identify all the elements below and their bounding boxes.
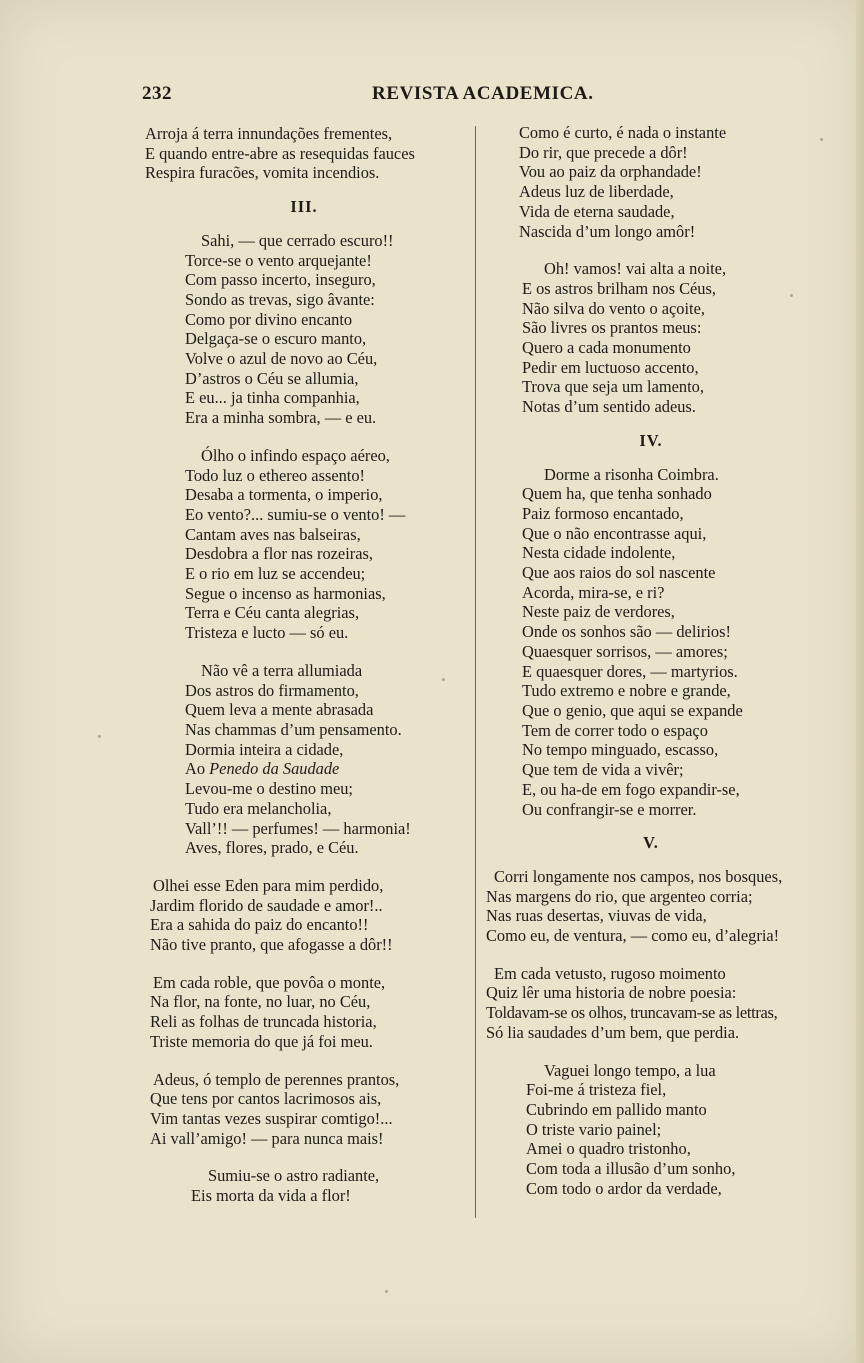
- verse-line: Reli as folhas de truncada historia,: [150, 1012, 377, 1032]
- verse-line: E, ou ha-de em fogo expandir-se,: [522, 779, 740, 799]
- verse-line: Oh! vamos! vai alta a noite,: [544, 259, 727, 279]
- verse-line: Torce-se o vento arquejante!: [185, 250, 372, 270]
- verse-line: Ai vall’amigo! — para nunca mais!: [150, 1128, 384, 1148]
- verse-line: Onde os sonhos são — delirios!: [522, 622, 731, 642]
- verse-line: Adeus, ó templo de perennes prantos,: [153, 1069, 400, 1089]
- page-header: [0, 83, 864, 107]
- verse-line: Acorda, mira-se, e ri?: [522, 582, 665, 602]
- verse-line: Tem de correr todo o espaço: [522, 720, 708, 740]
- verse-line: Só lia saudades d’um bem, que perdia.: [486, 1022, 740, 1042]
- verse-line: Era a sahida do paiz do encanto!!: [150, 915, 369, 935]
- verse-line: Em cada roble, que povôa o monte,: [153, 972, 386, 992]
- verse-line: Cantam aves nas balseiras,: [185, 524, 361, 544]
- verse-line: Tudo extremo e nobre e grande,: [522, 681, 731, 701]
- verse-line: Que aos raios do sol nascente: [522, 563, 716, 583]
- verse-line: Em cada vetusto, rugoso moimento: [494, 963, 726, 983]
- verse-line: E quando entre-abre as resequidas fauces: [145, 143, 415, 163]
- verse-line: Nesta cidade indolente,: [522, 543, 676, 563]
- verse-line: Que o genio, que aqui se expande: [522, 700, 743, 720]
- verse-line: Amei o quadro tristonho,: [526, 1139, 691, 1159]
- column-divider: [475, 126, 476, 1218]
- left-column: [145, 124, 463, 1206]
- verse-line: Corri longamente nos campos, nos bosques,: [494, 866, 783, 886]
- verse-line: Na flor, na fonte, no luar, no Céu,: [150, 992, 371, 1012]
- stanza-left-6: [145, 973, 463, 1052]
- verse-line: Que o não encontrasse aqui,: [522, 523, 707, 543]
- stanza-right-1: [486, 123, 816, 241]
- section-heading-v: V.: [643, 833, 659, 853]
- verse-line: Que tens por cantos lacrimosos ais,: [150, 1089, 382, 1109]
- verse-line: Sahi, — que cerrado escuro!!: [201, 230, 394, 250]
- verse-line: Como é curto, é nada o instante: [519, 123, 727, 142]
- verse-line: Nas ruas desertas, viuvas de vida,: [486, 906, 707, 926]
- paper-speck: [820, 138, 823, 141]
- verse-line: Vou ao paiz da orphandade!: [519, 162, 702, 182]
- verse-line: Não silva do vento o açoite,: [522, 298, 705, 318]
- verse-line: Não vê a terra allumiada: [201, 660, 363, 680]
- stanza-left-3: [145, 446, 463, 643]
- verse-line: [145, 759, 463, 779]
- verse-line: Como por divino encanto: [185, 309, 353, 329]
- verse-line: Do rir, que precede a dôr!: [519, 142, 688, 162]
- verse-line: Quero a cada monumento: [522, 338, 691, 358]
- paper-speck: [98, 735, 101, 738]
- verse-line: Toldavam-se os olhos, truncavam-se as lettras,: [486, 1003, 778, 1023]
- running-title: REVISTA ACADEMICA.: [372, 83, 594, 104]
- verse-line: Jardim florido de saudade e amor!..: [150, 895, 383, 915]
- verse-line: Pedir em luctuoso accento,: [522, 357, 699, 377]
- verse-line: Eis morta da vida a flor!: [191, 1186, 351, 1206]
- stanza-left-7: [145, 1070, 463, 1149]
- verse-line: Era a minha sombra, — e eu.: [185, 408, 377, 428]
- verse-line: Arroja á terra innundações frementes,: [145, 124, 393, 143]
- verse-line: Tudo era melancholia,: [185, 798, 332, 818]
- verse-line: O triste vario painel;: [526, 1119, 662, 1139]
- verse-line: Eo vento?... sumiu-se o vento! —: [185, 504, 406, 524]
- verse-line: Aves, flores, prado, e Céu.: [185, 838, 359, 858]
- verse-line: Cubrindo em pallido manto: [526, 1099, 707, 1119]
- section-heading-iv: IV.: [639, 430, 663, 450]
- verse-line: Dos astros do firmamento,: [185, 680, 359, 700]
- verse-line: Vim tantas vezes suspirar comtigo!...: [150, 1108, 393, 1128]
- verse-line: Vaguei longo tempo, a lua: [544, 1060, 716, 1080]
- verse-line: Respira furacões, vomita incendios.: [145, 163, 380, 183]
- verse-line: Olhei esse Eden para mim perdido,: [153, 875, 384, 895]
- place-name-italic: Penedo da Saudade: [209, 759, 340, 779]
- section-heading-iii: III.: [290, 197, 318, 217]
- right-column: [486, 123, 816, 1198]
- verse-line: Paiz formoso encantado,: [522, 503, 684, 523]
- verse-line: Volve o azul de novo ao Céu,: [185, 349, 378, 369]
- stanza-left-2: [145, 231, 463, 428]
- verse-line: Dormia inteira a cidade,: [185, 739, 344, 759]
- verse-line: São livres os prantos meus:: [522, 318, 702, 338]
- verse-line: Terra e Céu canta alegrias,: [185, 603, 360, 623]
- verse-line: Foi-me á tristeza fiel,: [526, 1080, 667, 1100]
- stanza-left-5: [145, 876, 463, 955]
- paper-speck: [385, 1290, 388, 1293]
- verse-line: Delgaça-se o escuro manto,: [185, 329, 367, 349]
- verse-line: Segue o incenso as harmonias,: [185, 583, 386, 603]
- verse-line: Que tem de vida a vivêr;: [522, 760, 684, 780]
- paper-speck: [442, 678, 445, 681]
- verse-line: E eu... ja tinha companhia,: [185, 388, 360, 408]
- paper-speck: [790, 294, 793, 297]
- verse-line: Como eu, de ventura, — como eu, d’alegria!: [486, 926, 780, 946]
- verse-line: E os astros brilham nos Céus,: [522, 278, 716, 298]
- stanza-left-4: [145, 661, 463, 858]
- verse-line: Desdobra a flor nas rozeiras,: [185, 544, 373, 564]
- verse-line: Quem leva a mente abrasada: [185, 700, 374, 720]
- verse-line: Levou-me o destino meu;: [185, 779, 353, 799]
- verse-line: Quem ha, que tenha sonhado: [522, 484, 712, 504]
- verse-line: Ou confrangir-se e morrer.: [522, 799, 697, 819]
- verse-line: Com passo incerto, inseguro,: [185, 270, 376, 290]
- verse-line: Desaba a tormenta, o imperio,: [185, 485, 383, 505]
- verse-line: Sondo as trevas, sigo âvante:: [185, 289, 375, 309]
- verse-line: Nas margens do rio, que argenteo corria;: [486, 886, 753, 906]
- verse-line: Ólho o infindo espaço aéreo,: [201, 445, 390, 465]
- stanza-right-5: [486, 964, 816, 1043]
- verse-line: Nas chammas d’um pensamento.: [185, 719, 402, 739]
- verse-line: D’astros o Céu se allumia,: [185, 368, 359, 388]
- verse-line: Com todo o ardor da verdade,: [526, 1178, 722, 1198]
- verse-line: Quiz lêr uma historia de nobre poesia:: [486, 983, 737, 1003]
- stanza-left-1: [145, 124, 463, 183]
- verse-line: Triste memoria do que já foi meu.: [150, 1031, 373, 1051]
- stanza-right-6: [486, 1061, 816, 1199]
- page-edge: [856, 0, 864, 1363]
- verse-line: Trova que seja um lamento,: [522, 377, 704, 397]
- stanza-right-3: [486, 465, 816, 820]
- verse-text: Ao: [185, 759, 206, 779]
- verse-line: E o rio em luz se accendeu;: [185, 564, 366, 584]
- verse-line: Neste paiz de verdores,: [522, 602, 675, 622]
- verse-line: E quaesquer dores, — martyrios.: [522, 661, 738, 681]
- verse-line: Notas d’um sentido adeus.: [522, 397, 696, 417]
- stanza-left-8: [145, 1166, 463, 1205]
- verse-line: Dorme a risonha Coimbra.: [544, 464, 719, 484]
- verse-line: Adeus luz de liberdade,: [519, 182, 674, 202]
- verse-line: No tempo minguado, escasso,: [522, 740, 719, 760]
- verse-line: Vida de eterna saudade,: [519, 201, 675, 221]
- page-number: 232: [142, 83, 172, 104]
- verse-line: Quaesquer sorrisos, — amores;: [522, 641, 728, 661]
- verse-line: Sumiu-se o astro radiante,: [208, 1166, 380, 1186]
- verse-line: Com toda a illusão d’um sonho,: [526, 1159, 736, 1179]
- verse-line: Nascida d’um longo amôr!: [519, 221, 696, 241]
- verse-line: Tristeza e lucto — só eu.: [185, 623, 349, 643]
- stanza-right-4: [486, 867, 816, 946]
- stanza-right-2: [486, 259, 816, 417]
- verse-line: Todo luz o ethereo assento!: [185, 465, 366, 485]
- verse-line: Não tive pranto, que afogasse a dôr!!: [150, 935, 393, 955]
- verse-line: Vall’!! — perfumes! — harmonia!: [185, 818, 411, 838]
